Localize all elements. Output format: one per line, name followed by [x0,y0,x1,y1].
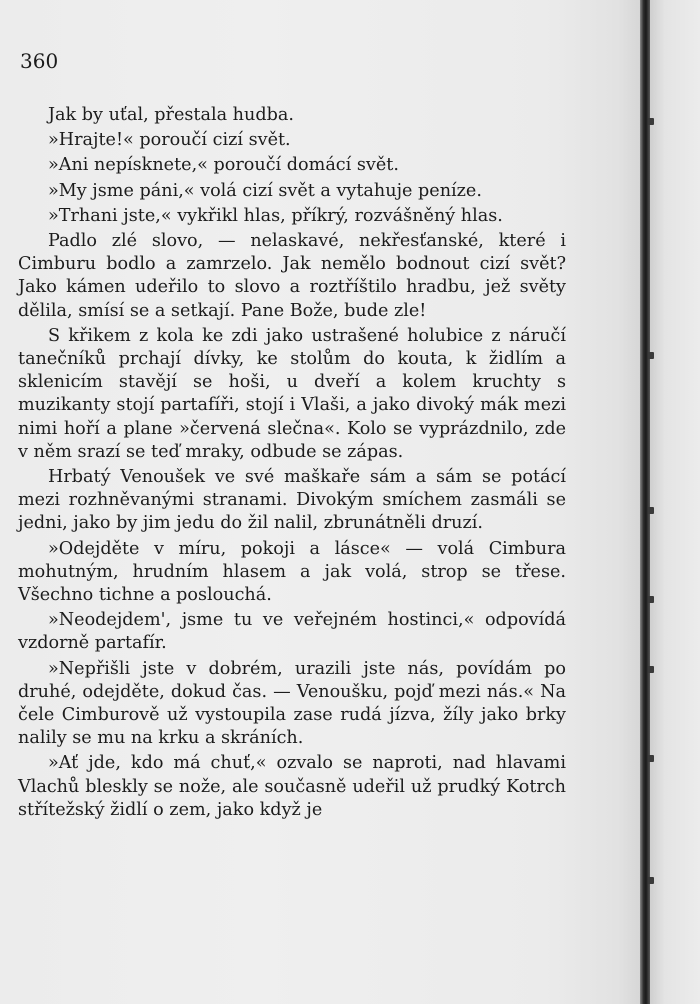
bleed-mark [648,666,654,673]
paragraph-3: »Ani nepísknete,« poroučí domácí svět. [48,155,399,176]
book-gutter [640,0,650,1004]
bleed-mark [648,877,654,884]
paragraph-1: Jak by uťal, přestala hudba. [48,105,294,125]
bleed-mark [648,596,654,603]
paragraph-6: Padlo zlé slovo, — nelaskavé, nekřesťanské, které i Cimburu bodlo a zamrzelo. Jak nemělo bodnout cizí svět? Jako kámen udeřilo to slovo a roztříštilo hradbu, jež světy dělila, smísí se a setkají. Pane Bože, bude zle! [18,231,566,321]
paragraph-10: »Neodejdem', jsme tu ve veřejném hostinci,« odpovídá vzdorně partafír. [18,610,566,654]
paragraph-7: S křikem z kola ke zdi jako ustrašené holubice z náručí tanečníků prchají dívky, ke stolům do kouta, k židlím a sklenicím stavějí se hoši, u dveří a kolem kruchty s muzikanty stojí partafíři, stojí i Vlaši, a jako divoký mák mezi nimi hoří a plane »červená slečna«. Kolo se vyprázdnilo, zde v něm srazí se teď mraky, odbude se zápas. [18,325,566,462]
paragraph-9: »Odejděte v míru, pokoji a lásce« — volá Cimbura mohutným, hrudním hlasem a jak volá, strop se třese. Všechno tichne a poslouchá. [18,538,566,606]
body-text [18,104,566,824]
paragraph-2: »Hrajte!« poroučí cizí svět. [48,130,291,151]
bleed-mark [648,118,654,125]
adjacent-page-edge [650,0,700,1004]
bleed-mark [648,352,654,359]
paragraph-12: »Ať jde, kdo má chuť,« ozvalo se naproti, nad hlavami Vlachů bleskly se nože, ale současně udeřil už prudký Kotrch střítežský židlí o zem, jako když je [18,753,566,820]
paragraph-4: »My jsme páni,« volá cizí svět a vytahuje peníze. [48,180,482,201]
paragraph-5: »Trhani jste,« vykřikl hlas, příkrý, rozvášněný hlas. [48,205,503,226]
paragraph-11: »Nepřišli jste v dobrém, urazili jste nás, povídám po druhé, odejděte, dokud čas. — Venoušku, pojď mezi nás.« Na čele Cimburově už vystoupila zase rudá jízva, žíly jako brky nalily se mu na krku a skráních. [18,658,566,749]
page-number: 360 [20,49,59,73]
bleed-mark [648,755,654,762]
paragraph-8: Hrbatý Venoušek ve své maškaře sám a sám se potácí mezi rozhněvanými stranami. Divokým smíchem zasmáli se jedni, jako by jim jedu do žil nalil, zbrunátněli druzí. [18,467,566,534]
bleed-mark [648,507,654,514]
